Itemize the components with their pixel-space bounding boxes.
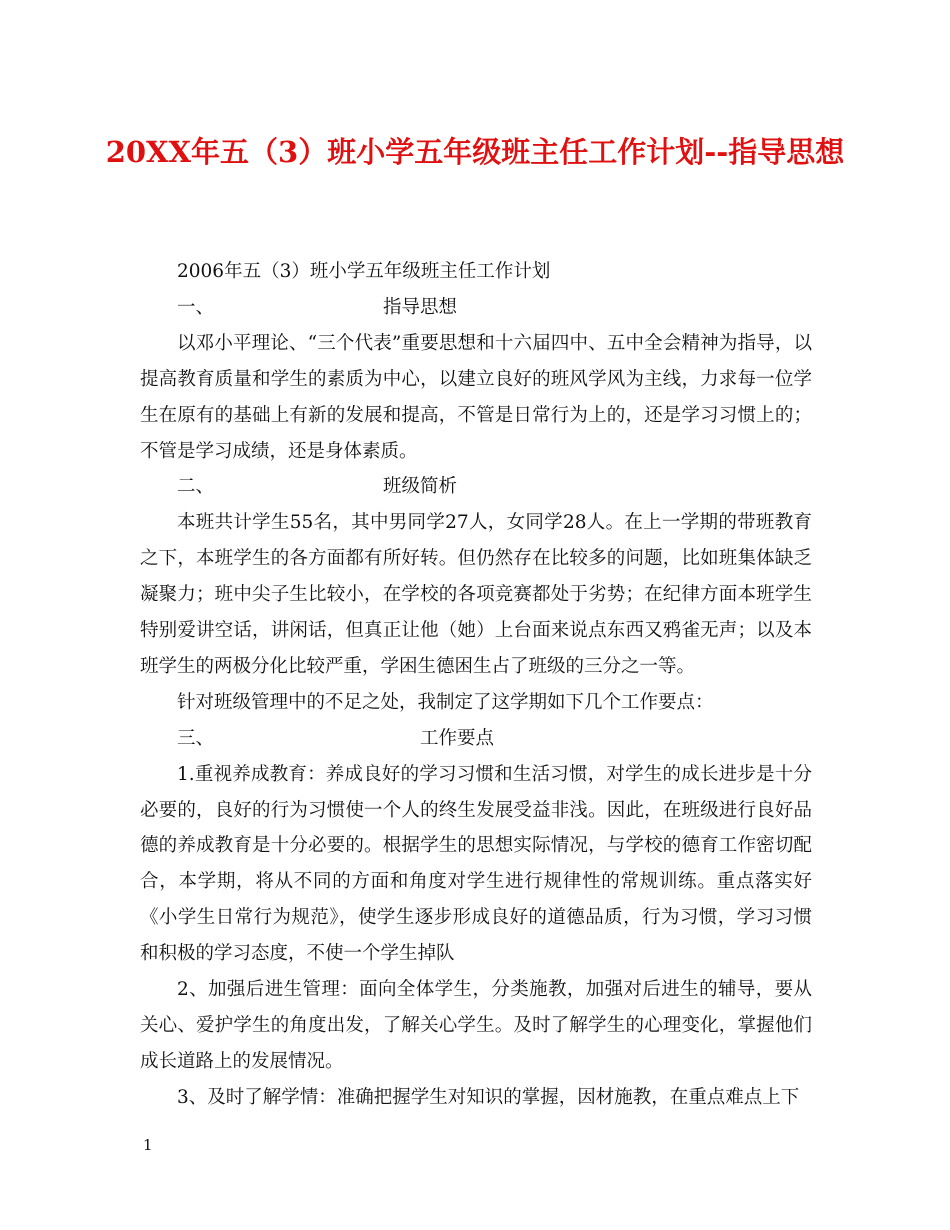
section-title: 工作要点 bbox=[420, 727, 495, 749]
document-title: 20XX年五（3）班小学五年级班主任工作计划--指导思想 bbox=[105, 135, 845, 169]
section-heading-1 bbox=[140, 290, 812, 326]
paragraph: 本班共计学生55名，其中男同学27人，女同学28人。在上一学期的带班教育之下，本班学生的各方面都有所好转。但仍然存在比较多的问题，比如班集体缺乏凝聚力；班中尖子生比较小，在学校的各项竞赛都处于劣势；在纪律方面本班学生特别爱讲空话，讲闲话，但真正让他（她）上台面来说点东西又鸦雀无声；以及本班学生的两极分化比较严重，学困生德困生占了班级的三分之一等。 bbox=[140, 512, 812, 677]
section-title: 班级简析 bbox=[383, 476, 458, 498]
paragraph: 3、及时了解学情：准确把握学生对知识的掌握，因材施教，在重点难点上下 bbox=[177, 1086, 800, 1108]
section-number: 二、 bbox=[177, 476, 215, 498]
document-body bbox=[140, 254, 812, 1116]
paragraph: 2、加强后进生管理：面向全体学生，分类施教，加强对后进生的辅导，要从关心、爱护学生的角度出发，了解关心学生。及时了解学生的心理变化，掌握他们成长道路上的发展情况。 bbox=[140, 979, 812, 1072]
section-heading-3 bbox=[140, 721, 812, 757]
page-number: 1 bbox=[143, 1136, 153, 1154]
subtitle-line: 2006年五（3）班小学五年级班主任工作计划 bbox=[177, 261, 551, 282]
section-number: 一、 bbox=[177, 296, 215, 318]
paragraph: 1.重视养成教育：养成良好的学习习惯和生活习惯，对学生的成长进步是十分必要的，良好的行为习惯使一个人的终生发展受益非浅。因此，在班级进行良好品德的养成教育是十分必要的。根据学生的思想实际情况，与学校的德育工作密切配合，本学期，将从不同的方面和角度对学生进行规律性的常规训练。重点落实好《小学生日常行为规范》，使学生逐步形成良好的道德品质，行为习惯，学习习惯和积极的学习态度，不使一个学生掉队 bbox=[140, 763, 812, 965]
paragraph: 以邓小平理论、“三个代表”重要思想和十六届四中、五中全会精神为指导，以提高教育质量和学生的素质为中心，以建立良好的班风学风为主线，力求每一位学生在原有的基础上有新的发展和提高，不管是日常行为上的，还是学习习惯上的；不管是学习成绩，还是身体素质。 bbox=[140, 332, 812, 462]
section-number: 三、 bbox=[177, 727, 215, 749]
section-title: 指导思想 bbox=[383, 296, 458, 318]
paragraph: 针对班级管理中的不足之处，我制定了这学期如下几个工作要点： bbox=[177, 691, 714, 713]
section-heading-2 bbox=[140, 469, 812, 505]
